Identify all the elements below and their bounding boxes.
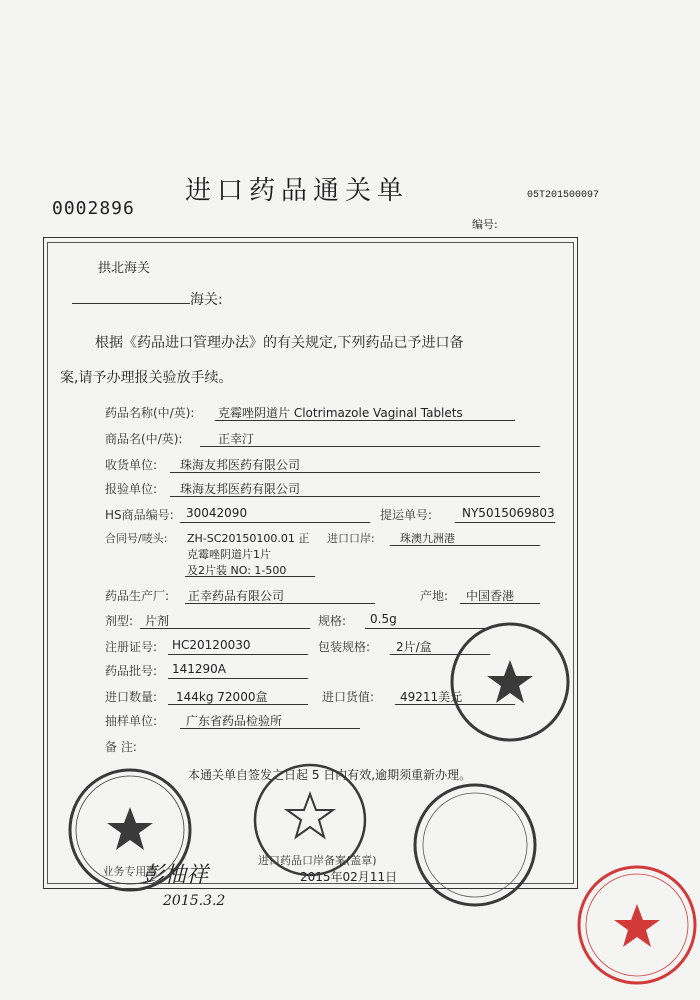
underline <box>390 545 540 546</box>
inspection-institute-stamp <box>65 765 195 895</box>
declarant-value: 珠海友邦医药有限公司 <box>180 482 301 496</box>
manufacturer-value: 正幸药品有限公司 <box>188 589 285 603</box>
number-label: 编号: <box>472 218 498 231</box>
batch-label: 药品批号: <box>105 664 158 678</box>
underline <box>215 420 515 421</box>
underline <box>200 446 540 447</box>
issue-date: 2015年02月11日 <box>300 870 398 884</box>
validity-note: 本通关单自签发之日起 5 日内有效,逾期须重新办理。 <box>188 768 472 782</box>
intro-line-2: 案,请予办理报关验放手续。 <box>60 370 233 386</box>
contract-value-1: ZH-SC20150100.01 正 <box>187 532 310 545</box>
agency-stamp-caption: 进口药品口岸备案(盖章) <box>258 854 377 867</box>
contract-value-3: 及2片装 NO: 1-500 <box>187 564 287 577</box>
drug-name-label: 药品名称(中/英): <box>105 406 195 420</box>
underline <box>185 576 315 577</box>
trade-name-value: 正幸汀 <box>218 432 255 446</box>
svg-text:业务专用章: 业务专用章 <box>102 865 158 878</box>
spec-label: 规格: <box>318 614 347 628</box>
distributor-quality-stamp <box>448 620 573 745</box>
customs-suffix: 海关: <box>190 292 223 308</box>
consignee-label: 收货单位: <box>105 458 158 472</box>
signature-name: 彭柚祥 <box>142 863 209 888</box>
declarant-label: 报验单位: <box>105 482 158 496</box>
underline <box>140 628 310 629</box>
hs-code-label: HS商品编号: <box>105 508 174 522</box>
batch-value: 141290A <box>172 662 227 676</box>
intro-line-1: 根据《药品进口管理办法》的有关规定,下列药品已予进口备 <box>95 335 464 351</box>
quantity-value: 144kg 72000盒 <box>176 690 268 704</box>
consignee-value: 珠海友邦医药有限公司 <box>180 458 301 472</box>
signature-date: 2015.3.2 <box>163 893 226 909</box>
quantity-label: 进口数量: <box>105 690 158 704</box>
origin-value: 中国香港 <box>466 589 515 603</box>
sampling-label: 抽样单位: <box>105 714 158 728</box>
bill-label: 提运单号: <box>380 508 433 522</box>
form-title: 进口药品通关单 <box>185 176 410 206</box>
suzhou-company-red-stamp <box>574 862 700 988</box>
port-label: 进口口岸: <box>327 532 375 545</box>
underline <box>180 522 370 523</box>
hs-code-value: 30042090 <box>186 506 248 520</box>
drug-administration-stamp <box>250 760 370 880</box>
drug-name-value: 克霉唑阴道片 Clotrimazole Vaginal Tablets <box>218 406 463 420</box>
bill-value: NY5015069803 <box>462 506 555 520</box>
customs-name: 拱北海关 <box>98 261 151 276</box>
spec-value: 0.5g <box>370 612 397 626</box>
manufacturer-label: 药品生产厂: <box>105 589 170 603</box>
amount-label: 进口货值: <box>322 690 375 704</box>
registration-value: HC20120030 <box>172 638 251 652</box>
verification-stamp <box>410 780 540 910</box>
contract-label: 合同号/唛头: <box>105 532 168 545</box>
port-value: 珠澳九洲港 <box>400 532 455 545</box>
underline <box>180 728 360 729</box>
document-number: 05T201500097 <box>527 190 600 201</box>
packing-value: 2片/盒 <box>396 640 432 654</box>
customs-blank-line <box>72 303 190 304</box>
serial-number: 0002896 <box>52 198 135 219</box>
underline <box>455 522 555 523</box>
packing-label: 包装规格: <box>318 640 371 654</box>
registration-label: 注册证号: <box>105 640 158 654</box>
underline <box>168 654 308 655</box>
trade-name-label: 商品名(中/英): <box>105 432 183 446</box>
dosage-form-label: 剂型: <box>105 614 134 628</box>
origin-label: 产地: <box>420 589 449 603</box>
underline <box>170 472 540 473</box>
sampling-value: 广东省药品检验所 <box>186 714 283 728</box>
contract-value-2: 克霉唑阴道片1片 <box>187 548 271 561</box>
amount-value: 49211美元 <box>400 690 463 704</box>
underline <box>168 704 308 705</box>
remarks-label: 备 注: <box>105 740 137 754</box>
underline <box>170 496 540 497</box>
underline <box>460 603 540 604</box>
dosage-form-value: 片剂 <box>145 614 170 628</box>
underline <box>185 603 375 604</box>
underline <box>168 678 308 679</box>
